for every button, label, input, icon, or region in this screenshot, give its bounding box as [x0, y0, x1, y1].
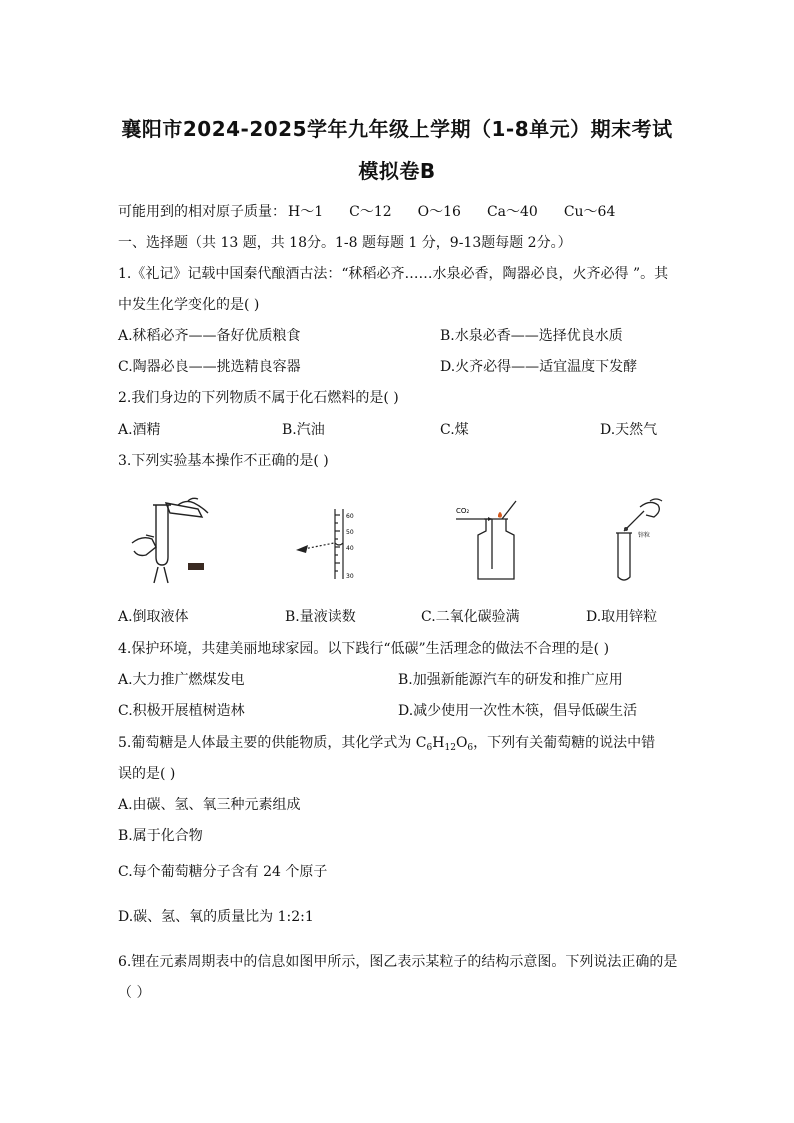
- formula-sub-h: 12: [444, 743, 456, 753]
- formula-sub-c: 6: [426, 743, 433, 753]
- q6-stem-line1: 6.锂在元素周期表中的信息如图甲所示，图乙表示某粒子的结构示意图。下列说法正确的是: [118, 954, 678, 970]
- q4-option-c[interactable]: C.积极开展植树造林: [118, 703, 245, 719]
- q2-option-b[interactable]: B.汽油: [282, 422, 325, 438]
- exam-title-line2: 模拟卷B: [358, 159, 436, 183]
- cylinder-tick-50: 50: [346, 529, 354, 536]
- q4-option-b[interactable]: B.加强新能源汽车的研发和推广应用: [398, 672, 623, 688]
- atomic-mass-label: 可能用到的相对原子质量：: [118, 204, 286, 220]
- q1-stem-line2: 中发生化学变化的是( ): [118, 297, 260, 313]
- q5-stem-line1: [118, 733, 655, 753]
- co2-label: CO₂: [456, 507, 470, 515]
- q3-option-c[interactable]: C.二氧化碳验满: [421, 609, 520, 625]
- q1-option-b[interactable]: B.水泉必香——选择优良水质: [440, 328, 623, 344]
- q2-option-c[interactable]: C.煤: [440, 422, 469, 438]
- q4-option-d[interactable]: D.减少使用一次性木筷，倡导低碳生活: [398, 703, 638, 719]
- co2-test-illustration: [448, 495, 538, 585]
- q5-option-a[interactable]: A.由碳、氢、氧三种元素组成: [118, 797, 301, 813]
- cylinder-tick-30: 30: [346, 573, 354, 580]
- q4-stem: 4.保护环境，共建美丽地球家园。以下践行“低碳”生活理念的做法不合理的是( ): [118, 641, 610, 657]
- formula-o: O: [455, 735, 468, 751]
- atomic-mass-h: H～1: [288, 204, 324, 220]
- q5-stem-pre: 5.葡萄糖是人体最主要的供能物质，其化学式为 C: [118, 735, 427, 751]
- atomic-mass-ca: Ca～40: [486, 204, 538, 220]
- cylinder-reading-illustration: [290, 495, 370, 585]
- section-heading: 一、选择题（共 13 题，共 18分。1-8 题每题 1 分，9-13题每题 2分。）: [118, 235, 572, 251]
- q5-stem-post: ，下列有关葡萄糖的说法中错: [473, 735, 656, 751]
- q5-option-c[interactable]: C.每个葡萄糖分子含有 24 个原子: [118, 864, 328, 880]
- formula-h: H: [432, 735, 445, 751]
- q3-option-a[interactable]: A.倒取液体: [118, 609, 189, 625]
- atomic-mass-o: O～16: [417, 204, 461, 220]
- zinc-label: 锌粒: [638, 532, 651, 539]
- q2-stem: 2.我们身边的下列物质不属于化石燃料的是( ): [118, 390, 399, 406]
- q1-option-c[interactable]: C.陶器必良——挑选精良容器: [118, 359, 301, 375]
- q2-option-d[interactable]: D.天然气: [600, 422, 658, 438]
- exam-title-line1: 襄阳市2024-2025学年九年级上学期（1-8单元）期末考试: [121, 117, 673, 141]
- q5-option-d[interactable]: D.碳、氢、氧的质量比为 1:2:1: [118, 909, 314, 925]
- q1-stem-line1: 1.《礼记》记载中国秦代酿酒古法：“秫稻必齐……水泉必香，陶器必良，火齐必得 ”。其: [118, 266, 669, 282]
- atomic-mass-cu: Cu～64: [563, 204, 616, 220]
- atomic-mass-line: [118, 202, 641, 222]
- zinc-granule-illustration: [606, 495, 686, 585]
- q2-option-a[interactable]: A.酒精: [118, 422, 161, 438]
- atomic-mass-c: C～12: [349, 204, 392, 220]
- q4-option-a[interactable]: A.大力推广燃煤发电: [118, 672, 245, 688]
- q1-option-d[interactable]: D.火齐必得——适宜温度下发酵: [440, 359, 638, 375]
- q5-stem-line2: 误的是( ): [118, 766, 176, 782]
- q3-option-d[interactable]: D.取用锌粒: [586, 609, 658, 625]
- q3-option-b[interactable]: B.量液读数: [285, 609, 356, 625]
- q5-option-b[interactable]: B.属于化合物: [118, 828, 203, 844]
- cylinder-tick-40: 40: [346, 545, 354, 552]
- q3-stem: 3.下列实验基本操作不正确的是( ): [118, 453, 329, 469]
- pouring-liquid-illustration: [128, 495, 223, 585]
- formula-sub-o: 6: [467, 743, 474, 753]
- q1-option-a[interactable]: A.秫稻必齐——备好优质粮食: [118, 328, 301, 344]
- cylinder-tick-60: 60: [346, 513, 354, 520]
- q6-stem-line2: （ ）: [118, 985, 151, 1001]
